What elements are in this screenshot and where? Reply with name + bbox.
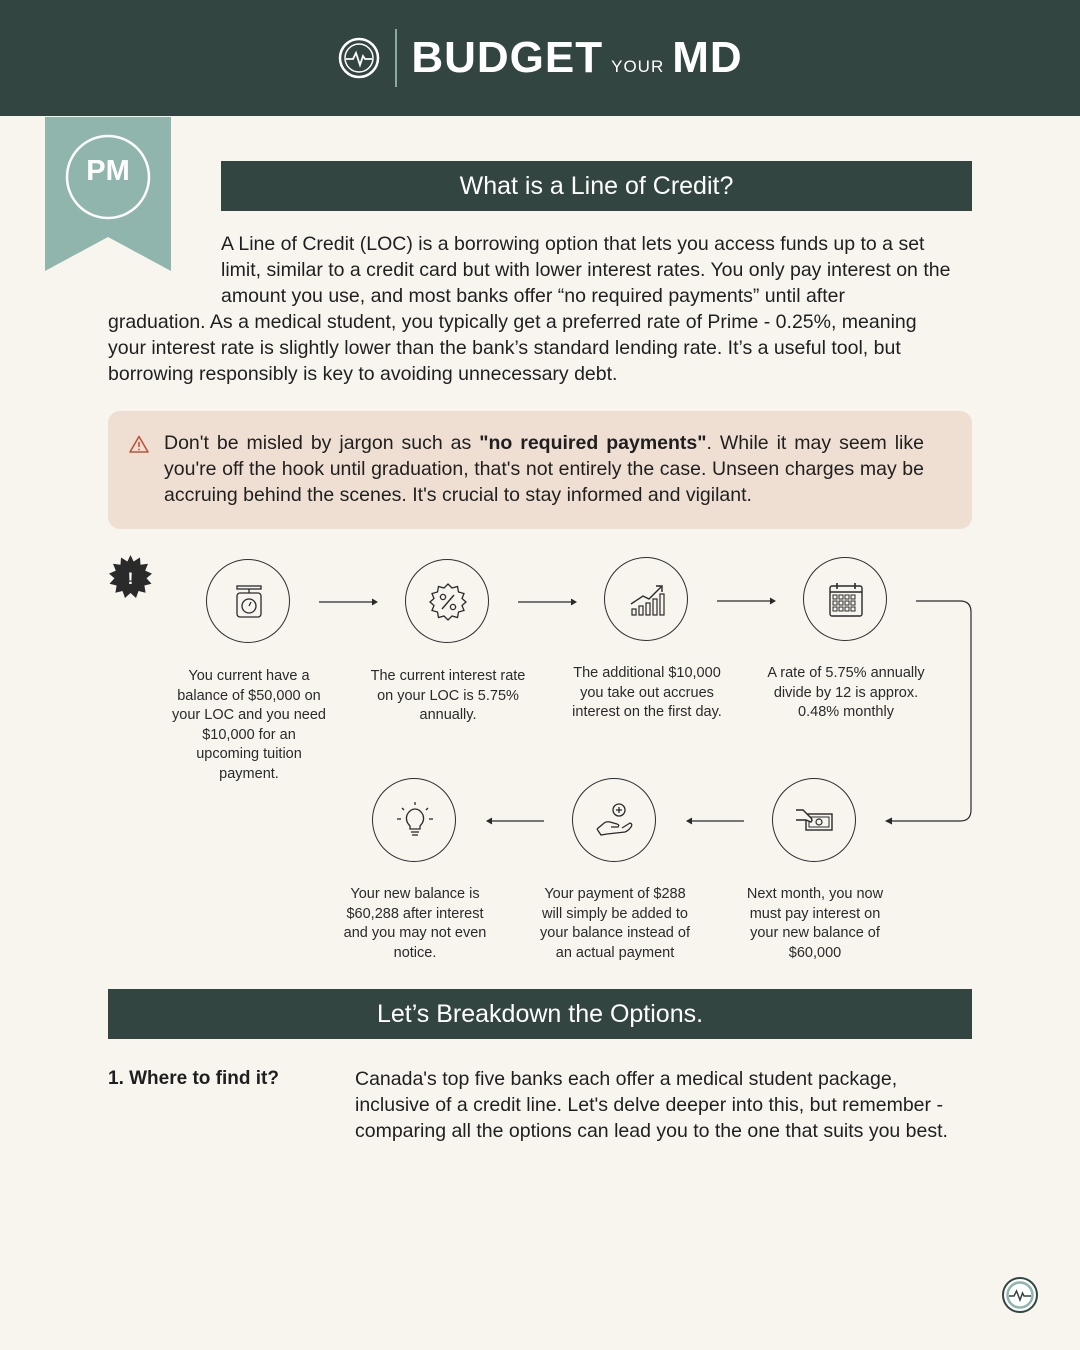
step-4-text: A rate of 5.75% annually divide by 12 is approx. 0.48% monthly xyxy=(767,665,925,720)
intro-paragraph-top: A Line of Credit (LOC) is a borrowing option that lets you access funds up to a set limit, similar to a credit card but with lower interest rates. You only pay interest on the amount you use, and most banks offer “no required payments” until after xyxy=(221,233,951,307)
step-2-circle xyxy=(405,559,489,643)
step-2-text: The current interest rate on your LOC is 5.75% annually. xyxy=(370,668,526,723)
warning-triangle-icon xyxy=(129,435,149,453)
growth-chart-icon xyxy=(625,578,669,622)
alert-badge-text: ! xyxy=(127,569,134,588)
option-label: 1. Where to find it? xyxy=(108,1068,279,1089)
arrow-right-icon xyxy=(517,596,579,608)
warning-text-after: . While it may seem like you're off the hook until graduation, that's not entirely the case. Unseen charges may be accruing behind the scenes. It's crucial to stay informed and vigilant. xyxy=(164,432,924,506)
brand-word-md: MD xyxy=(672,33,743,82)
step-3-text: The additional $10,000 you take out accrues interest on the first day. xyxy=(572,665,722,720)
lightbulb-icon xyxy=(393,799,437,843)
step-1-text: You current have a balance of $50,000 on your LOC and you need $10,000 for an upcoming tuition payment. xyxy=(172,668,326,782)
brand xyxy=(337,29,742,87)
warning-text-bold: "no required payments" xyxy=(479,432,707,454)
brand-divider xyxy=(395,29,397,87)
heartbeat-logo-icon xyxy=(337,36,381,80)
brand-word-budget: BUDGET xyxy=(411,33,604,82)
calendar-icon xyxy=(824,578,868,622)
percent-badge-icon xyxy=(426,580,470,624)
brand-word-your: YOUR xyxy=(611,57,665,76)
step-5-circle xyxy=(772,778,856,862)
warning-box xyxy=(108,411,972,529)
heartbeat-logo-icon xyxy=(1002,1277,1038,1313)
cash-hand-icon xyxy=(793,799,837,843)
author-initials: PM xyxy=(86,155,130,187)
step-7-circle xyxy=(372,778,456,862)
step-5-text: Next month, you now must pay interest on your new balance of $60,000 xyxy=(746,886,884,961)
alert-burst-icon xyxy=(108,555,153,600)
arrow-left-icon xyxy=(684,815,746,827)
hand-plus-icon xyxy=(593,799,637,843)
warning-text-before: Don't be misled by jargon such as xyxy=(164,432,480,454)
connector-arrow-icon xyxy=(880,595,980,830)
section-title-bar xyxy=(108,989,972,1039)
step-6-circle xyxy=(572,778,656,862)
step-3-circle xyxy=(604,557,688,641)
author-ribbon xyxy=(45,117,171,271)
step-4-circle xyxy=(803,557,887,641)
scale-icon xyxy=(227,580,271,624)
arrow-right-icon xyxy=(318,596,380,608)
brand-name xyxy=(411,33,742,83)
arrow-left-icon xyxy=(484,815,546,827)
arrow-right-icon xyxy=(716,595,778,607)
header-bar xyxy=(0,0,1080,116)
intro-paragraph-bottom: graduation. As a medical student, you typically get a preferred rate of Prime - 0.25%, meaning your interest rate is slightly lower than the bank’s standard lending rate. It’s a useful tool, but borrowing responsibly is key to avoiding unnecessary debt. xyxy=(108,311,917,385)
section-title: Let’s Breakdown the Options. xyxy=(376,999,704,1028)
section-title: What is a Line of Credit? xyxy=(459,171,734,200)
step-7-text: Your new balance is $60,288 after interest and you may not even notice. xyxy=(343,886,487,961)
step-1-circle xyxy=(206,559,290,643)
option-description: Canada's top five banks each offer a medical student package, inclusive of a credit line. Let's delve deeper into this, but remember - comparing all the options can lead you to the one that suits you best. xyxy=(355,1068,948,1142)
section-title-bar xyxy=(221,161,972,211)
warning-text xyxy=(164,430,924,508)
step-6-text: Your payment of $288 will simply be added to your balance instead of an actual payment xyxy=(540,886,690,961)
